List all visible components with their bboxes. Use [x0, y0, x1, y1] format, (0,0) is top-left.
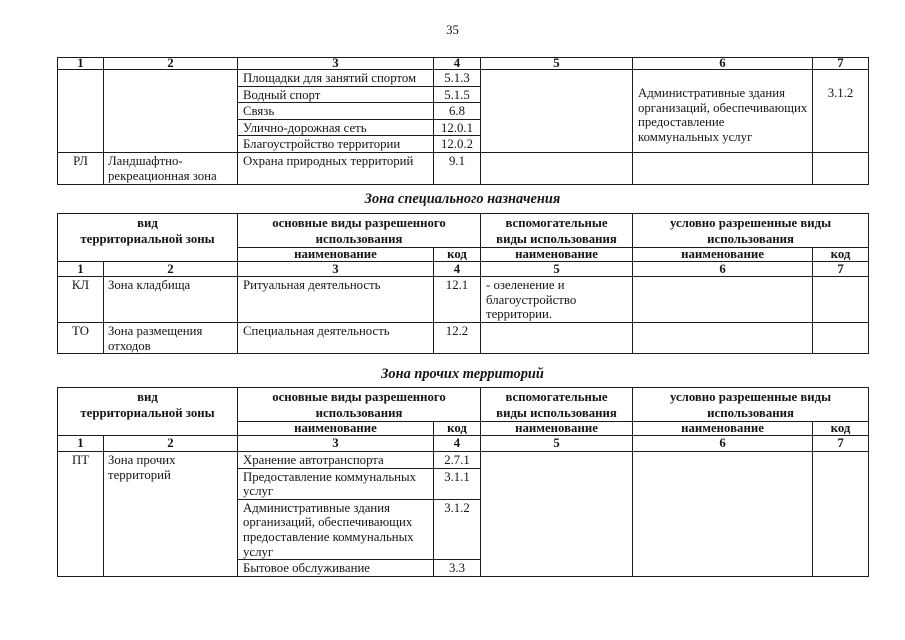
main-use-name: Специальная деятельность — [238, 323, 434, 354]
column-number: 4 — [434, 262, 481, 277]
auxiliary-use-name-header: наименование — [481, 422, 633, 436]
section-title-other-zone: Зона прочих территорий — [381, 366, 544, 382]
main-use-name: Благоустройство территории — [238, 136, 434, 153]
auxiliary-use-name: - озеленение и благоустройство территории. — [481, 277, 633, 323]
main-use-code: 12.2 — [434, 323, 481, 354]
main-use-name: Связь — [238, 103, 434, 120]
zone-name-cell — [104, 70, 238, 153]
auxiliary-use-cell — [481, 152, 633, 184]
column-number: 6 — [633, 262, 813, 277]
table-row — [58, 152, 869, 184]
auxiliary-use-cell — [481, 323, 633, 354]
main-use-name: Административные здания организаций, обеспечивающих предоставление коммунальных услуг — [238, 499, 434, 559]
column-number-row — [58, 58, 869, 70]
main-use-code: 12.1 — [434, 277, 481, 323]
auxiliary-use-name-header: наименование — [481, 248, 633, 262]
main-use-code: 3.1.2 — [434, 499, 481, 559]
column-number: 5 — [481, 262, 633, 277]
conditional-uses-header: условно разрешенные виды использования — [633, 214, 869, 248]
column-number: 1 — [58, 58, 104, 70]
table-row — [58, 452, 869, 469]
table-row — [58, 70, 869, 87]
main-use-code: 3.3 — [434, 560, 481, 577]
column-number-row — [58, 262, 869, 277]
column-number: 3 — [238, 262, 434, 277]
section-title-special-zone: Зона специального назначения — [364, 191, 561, 207]
conditional-use-code-header: код — [813, 248, 869, 262]
main-use-code: 3.1.1 — [434, 468, 481, 499]
conditional-use-code: 3.1.2 — [813, 70, 869, 153]
zone-code-cell — [58, 70, 104, 153]
column-number: 1 — [58, 436, 104, 452]
column-number: 6 — [633, 58, 813, 70]
column-number: 6 — [633, 436, 813, 452]
conditional-use-code-cell — [813, 152, 869, 184]
main-use-name: Хранение автотранспорта — [238, 452, 434, 469]
zone-code: ТО — [58, 323, 104, 354]
header-row — [58, 214, 869, 248]
conditional-use-code-header: код — [813, 422, 869, 436]
conditional-use-code-cell — [813, 452, 869, 577]
main-use-name-header: наименование — [238, 422, 434, 436]
table-row — [58, 277, 869, 323]
column-number: 2 — [104, 58, 238, 70]
auxiliary-use-cell — [481, 70, 633, 153]
other-zone-table — [57, 387, 869, 577]
main-use-name: Ритуальная деятельность — [238, 277, 434, 323]
main-use-code-header: код — [434, 248, 481, 262]
auxiliary-uses-header: вспомогательные виды использования — [481, 388, 633, 422]
column-number: 5 — [481, 58, 633, 70]
header-row — [58, 388, 869, 422]
page-number: 35 — [446, 23, 459, 37]
column-number: 7 — [813, 436, 869, 452]
conditional-use-name-cell — [633, 277, 813, 323]
main-use-code: 2.7.1 — [434, 452, 481, 469]
main-use-name: Площадки для занятий спортом — [238, 70, 434, 87]
main-use-code-header: код — [434, 422, 481, 436]
conditional-use-code-cell — [813, 277, 869, 323]
main-use-code: 5.1.5 — [434, 86, 481, 103]
main-uses-header: основные виды разрешенного использования — [238, 214, 481, 248]
zone-code: КЛ — [58, 277, 104, 323]
main-use-code: 6.8 — [434, 103, 481, 120]
column-number: 5 — [481, 436, 633, 452]
main-use-name: Охрана природных территорий — [238, 152, 434, 184]
auxiliary-uses-header: вспомогательные виды использования — [481, 214, 633, 248]
auxiliary-use-cell — [481, 452, 633, 577]
column-number: 4 — [434, 436, 481, 452]
main-use-name-header: наименование — [238, 248, 434, 262]
column-number: 2 — [104, 262, 238, 277]
main-use-code: 12.0.1 — [434, 119, 481, 136]
zone-name: Зона прочих территорий — [104, 452, 238, 577]
conditional-use-name-cell — [633, 323, 813, 354]
main-use-code: 12.0.2 — [434, 136, 481, 153]
main-use-name: Предоставление коммунальных услуг — [238, 468, 434, 499]
recreation-zones-table — [57, 57, 869, 185]
zone-code: РЛ — [58, 152, 104, 184]
zone-type-header: вид территориальной зоны — [58, 388, 238, 436]
zone-type-header: вид территориальной зоны — [58, 214, 238, 262]
conditional-use-name-header: наименование — [633, 422, 813, 436]
conditional-use-name-cell — [633, 452, 813, 577]
zone-name: Зона размещения отходов — [104, 323, 238, 354]
column-number: 7 — [813, 58, 869, 70]
conditional-use-name-cell — [633, 152, 813, 184]
conditional-uses-header: условно разрешенные виды использования — [633, 388, 869, 422]
column-number: 3 — [238, 436, 434, 452]
zone-name: Ландшафтно-рекреационная зона — [104, 152, 238, 184]
main-uses-header: основные виды разрешенного использования — [238, 388, 481, 422]
column-number-row — [58, 436, 869, 452]
column-number: 7 — [813, 262, 869, 277]
special-zone-table — [57, 213, 869, 354]
conditional-use-name-header: наименование — [633, 248, 813, 262]
column-number: 3 — [238, 58, 434, 70]
zone-code: ПТ — [58, 452, 104, 577]
column-number: 4 — [434, 58, 481, 70]
table-row — [58, 323, 869, 354]
main-use-name: Водный спорт — [238, 86, 434, 103]
conditional-use-code-cell — [813, 323, 869, 354]
conditional-use-name: Административные здания организаций, обеспечивающих предоставление коммунальных услуг — [633, 70, 813, 153]
main-use-name: Бытовое обслуживание — [238, 560, 434, 577]
column-number: 2 — [104, 436, 238, 452]
main-use-code: 5.1.3 — [434, 70, 481, 87]
main-use-name: Улично-дорожная сеть — [238, 119, 434, 136]
main-use-code: 9.1 — [434, 152, 481, 184]
zone-name: Зона кладбища — [104, 277, 238, 323]
column-number: 1 — [58, 262, 104, 277]
